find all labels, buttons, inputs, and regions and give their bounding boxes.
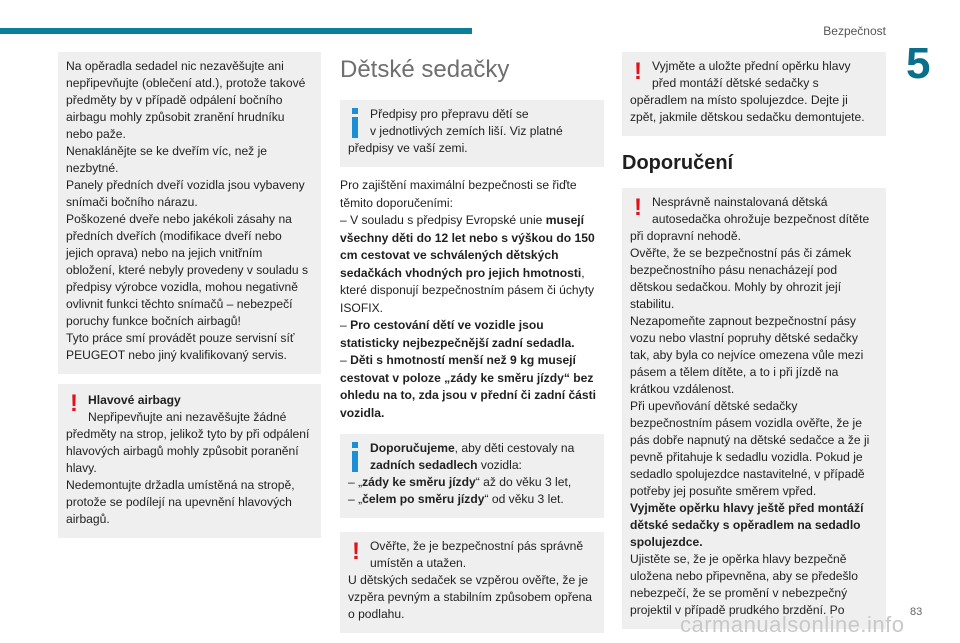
warning-text: U dětských sedaček se vzpěrou ověřte, že je vzpěra pevným a stabilním způsobem opřena o podlahu. — [348, 573, 593, 621]
info-line: Předpisy pro přepravu dětí se — [370, 107, 529, 121]
warning-line: umístěn a utažen. — [370, 556, 467, 570]
warning-line: autosedačka ohrožuje bezpečnost dítěte — [652, 212, 870, 226]
warning-line: Ověřte, že je bezpečnostní pás správně — [370, 539, 584, 553]
bullet-item: – Děti s hmotností menší než 9 kg musejí cestovat v poloze „zády ke směru jízdy“ bez ohledu na to, zda jsou v přední či zadní části vozidla. — [340, 353, 597, 420]
column-right — [622, 52, 886, 639]
bullet-item: – Pro cestování dětí ve vozidle jsou statisticky nejbezpečnější zadní sedadla. — [340, 318, 575, 350]
info-line: v jednotlivých zemích liší. Viz platné — [370, 124, 563, 138]
warning-text: opěradlem na místo spolujezdce. Dejte ji zpět, jakmile dětskou sedačku demontujete. — [630, 93, 865, 124]
warning-box-headrest — [622, 52, 886, 136]
note-paragraph: Tyto práce smí provádět pouze servisní síť PEUGEOT nebo jiný kvalifikovaný servis. — [66, 331, 295, 362]
warning-line: Nepřipevňujte ani nezavěšujte žádné — [88, 410, 287, 424]
warning-text: Při upevňování dětské sedačky bezpečnostním pásem vozidla ověřte, že je pás dobře napnutý na dětské sedačce a že ji pevně přitahuje k sedadlu vozidla. Pokud je sedadlo spolujezdce nastavitelné, v případě potřeby jej posuňte směrem vpřed. — [630, 399, 870, 498]
intro-text: Pro zajištění maximální bezpečnosti se řiďte těmito doporučeními: — [340, 178, 577, 210]
warning-line: Vyjměte a uložte přední opěrku hlavy — [652, 59, 851, 73]
warning-text: Nezapomeňte zapnout bezpečnostní pásy vozu nebo vlastní popruhy dětské sedačky tak, aby byla co nejvíce omezena vůle mezi pásem a tělem dítěte, a to i při jízdě na krátkou vzdálenost. — [630, 314, 864, 396]
heading-recommendations: Doporučení — [622, 152, 734, 174]
warning-icon: ! — [352, 538, 360, 565]
info-text: předpisy ve vaší zemi. — [348, 141, 468, 155]
warning-icon: ! — [70, 390, 78, 417]
section-title: Bezpečnost — [823, 24, 886, 38]
warning-box-installation — [622, 188, 886, 629]
warning-text: Nedemontujte držadla umístěná na stropě, protože se podílejí na upevnění hlavových airbagů. — [66, 478, 295, 526]
note-paragraph: Na opěradla sedadel nic nezavěšujte ani nepřipevňujte (oblečení atd.), protože takové předměty by v případě odpálení bočního airbagu mohly způsobit zranění hrudníku nebo paže. — [66, 59, 306, 141]
warning-icon: ! — [634, 194, 642, 221]
note-paragraph: Nenaklánějte se ke dveřím víc, než je nezbytné. — [66, 144, 267, 175]
info-line: Doporučujeme, aby děti cestovaly na — [370, 441, 575, 455]
note-paragraph: Panely předních dveří vozidla jsou vybaveny snímači bočního nárazu. — [66, 178, 305, 209]
info-icon — [352, 108, 358, 138]
note-box-side-airbag — [58, 52, 321, 374]
warning-text: Ověřte, že se bezpečnostní pás či zámek bezpečnostního pásu nenacházejí pod dětskou sedačkou. Mohly by ohrozit její stabilitu. — [630, 246, 852, 311]
header-accent-bar — [0, 28, 472, 34]
info-list-item: – „čelem po směru jízdy“ od věku 3 let. — [348, 492, 564, 506]
info-box-regulations — [340, 100, 604, 167]
note-paragraph: Poškozené dveře nebo jakékoli zásahy na předních dveřích (modifikace dveří nebo jejich oprava) nebo na jejich vnitřním obložení, které nebyly provedeny v souladu s předpisy výrobce vozidla, mohou negativně ovlivnit funkci těchto snímačů – nebezpečí poruchy funkce bočních airbagů! — [66, 212, 309, 328]
info-line: zadních sedadlech vozidla: — [370, 458, 522, 472]
warning-icon: ! — [634, 58, 642, 85]
chapter-number: 5 — [906, 39, 931, 88]
page-number: 83 — [910, 606, 923, 618]
bullet-item: – V souladu s předpisy Evropské unie musejí všechny děti do 12 let nebo s výškou do 150 cm cestovat ve schválených dětských sedačkách vhodných pro jejich hmotnosti, které disponují bezpečnostním pásem či úchyty ISOFIX. — [340, 213, 595, 315]
info-box-rear-seats — [340, 434, 604, 518]
column-left — [58, 52, 321, 548]
warning-line: před montáží dětské sedačky s — [652, 76, 819, 90]
warning-line: Nesprávně nainstalovaná dětská — [652, 195, 828, 209]
warning-title: Hlavové airbagy — [88, 393, 181, 407]
watermark: carmanualsonline.info — [680, 612, 905, 637]
info-list-item: – „zády ke směru jízdy“ až do věku 3 let, — [348, 475, 572, 489]
column-middle — [340, 52, 604, 643]
warning-box-seatbelt — [340, 532, 604, 633]
info-icon — [352, 442, 358, 472]
heading-child-seats: Dětské sedačky — [340, 56, 510, 83]
warning-box-head-airbags — [58, 384, 321, 538]
warning-text-bold: Vyjměte opěrku hlavy ještě před montáží dětské sedačky s opěradlem na sedadlo spolujezdce. — [630, 501, 864, 549]
warning-text: Ujistěte se, že je opěrka hlavy bezpečně uložena nebo připevněna, aby se předešlo nebezpečí, že se promění v nebezpečný projektil v případě prudkého brzdění. Po — [630, 552, 858, 617]
recommendations-text — [340, 177, 604, 422]
warning-text: předměty na strop, jelikož tyto by při odpálení hlavových airbagů mohly způsobit poranění hlavy. — [66, 427, 310, 475]
warning-text: při dopravní nehodě. — [630, 229, 741, 243]
